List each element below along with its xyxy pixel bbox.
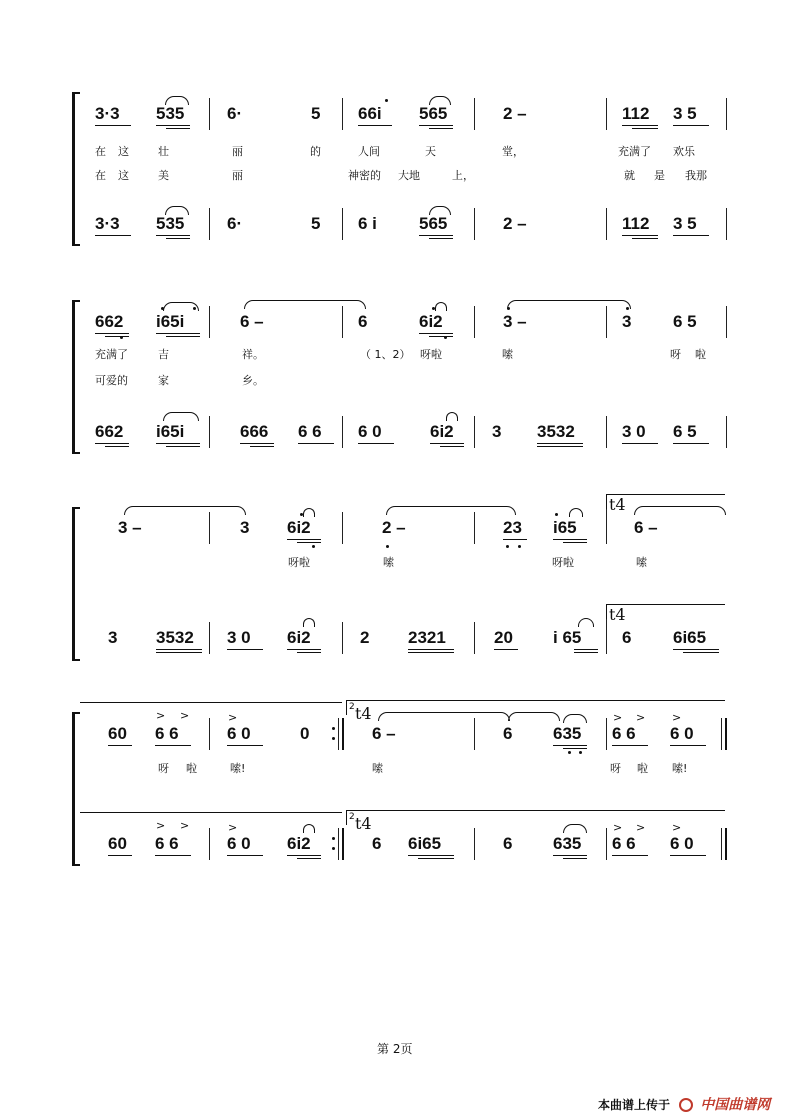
lyric: 的 [310, 145, 321, 158]
note: 66i [358, 104, 382, 123]
note: 535 [156, 214, 185, 233]
accent-mark: > [636, 711, 646, 724]
underline [166, 336, 200, 337]
note: 6 0 [670, 834, 694, 853]
octave-dot [385, 99, 388, 102]
octave-dot [120, 336, 123, 339]
note: 0 [300, 724, 310, 743]
underline [429, 238, 453, 239]
underline [673, 649, 719, 650]
accent-mark: > [613, 821, 623, 834]
note: 6 5 [673, 422, 697, 441]
repeat-dot [332, 737, 335, 740]
underline [622, 443, 658, 444]
note: 6 [503, 724, 513, 743]
underline [537, 443, 583, 444]
upload-credit [598, 1094, 770, 1114]
repeat-dot [332, 727, 335, 730]
repeat-barline [338, 718, 339, 750]
barline [342, 622, 343, 654]
slur [634, 506, 726, 515]
note: i65 [553, 518, 577, 537]
note: 6 [358, 312, 368, 331]
lyric: 可爱的 [95, 374, 128, 387]
barline [474, 306, 475, 338]
volta-bracket [346, 810, 725, 825]
note: 112 [622, 104, 650, 123]
slur [563, 714, 587, 723]
note: 6i65 [673, 628, 707, 647]
lyric: 丽 [232, 169, 243, 182]
note: 6 0 [670, 724, 694, 743]
underline [494, 649, 518, 650]
lyric: 在 [95, 169, 106, 182]
note: 6i2 [287, 628, 311, 647]
barline [606, 416, 607, 448]
barline [209, 306, 210, 338]
underline [108, 855, 132, 856]
accent-mark: > [672, 821, 682, 834]
octave-dot [555, 513, 558, 516]
underline [612, 745, 648, 746]
barline [726, 306, 727, 338]
note: 2 – [503, 214, 527, 233]
lyric: 我那 [685, 169, 707, 182]
barline [606, 98, 607, 130]
lyric: 嗦 [636, 556, 647, 569]
note: 6 – [372, 724, 396, 743]
underline [227, 649, 263, 650]
lyric: 在 [95, 145, 106, 158]
note: 565 [419, 104, 448, 123]
lyric: 啦 [637, 762, 648, 775]
barline [342, 306, 343, 338]
lyric: 啦 [186, 762, 197, 775]
underline [673, 443, 709, 444]
page-number: 第 2页 [377, 1042, 413, 1056]
underline [430, 443, 464, 444]
barline [342, 512, 343, 544]
note: i65i [156, 312, 185, 331]
slur [303, 618, 315, 627]
lyric: 呀啦 [288, 556, 310, 569]
note: 6 0 [227, 834, 251, 853]
lyric: 是 [654, 169, 665, 182]
note: 6 6 [298, 422, 322, 441]
note: 635 [553, 724, 582, 743]
octave-dot [444, 336, 447, 339]
underline [563, 858, 587, 859]
note: 3 [492, 422, 502, 441]
repeat-dot [332, 847, 335, 850]
system-brace [72, 300, 80, 454]
note: 535 [156, 104, 185, 123]
note: 3·3 [95, 214, 120, 233]
underline [95, 235, 131, 236]
underline [227, 745, 263, 746]
accent-mark: > [636, 821, 646, 834]
underline [166, 446, 200, 447]
note: 2 [360, 628, 370, 647]
note: 6i2 [430, 422, 454, 441]
volta-continuation [80, 812, 342, 813]
underline [95, 125, 131, 126]
lyric: 呀 [670, 348, 681, 361]
barline [606, 306, 607, 338]
underline [574, 652, 598, 653]
barline [474, 208, 475, 240]
lyric: 乡。 [242, 374, 264, 387]
underline [298, 443, 334, 444]
note: 6 6 [155, 834, 179, 853]
underline [297, 858, 321, 859]
slur [303, 508, 315, 517]
logo-icon [679, 1098, 693, 1112]
note: 3 5 [673, 104, 697, 123]
underline [156, 125, 190, 126]
final-barline [725, 828, 727, 860]
underline [612, 855, 648, 856]
slur [303, 824, 315, 833]
note: 2 – [503, 104, 527, 123]
note: 6 0 [227, 724, 251, 743]
underline [553, 745, 587, 746]
lyric: 充满了 [618, 145, 651, 158]
note: 112 [622, 214, 650, 233]
note: 662 [95, 422, 124, 441]
barline [606, 828, 607, 860]
volta-label: t4 [355, 704, 372, 723]
underline [419, 333, 453, 334]
repeat-barline [342, 828, 344, 860]
barline [726, 208, 727, 240]
note: 6 [372, 834, 382, 853]
barline [209, 208, 210, 240]
barline [474, 622, 475, 654]
lyric: 呀 [158, 762, 169, 775]
note: i 65 [553, 628, 582, 647]
site-logo: 中国曲谱网 [700, 1097, 771, 1113]
lyric: 壮 [158, 145, 169, 158]
lyric: 祥。 [242, 348, 264, 361]
octave-dot [518, 545, 521, 548]
underline [553, 539, 587, 540]
accent-mark: > [228, 821, 238, 834]
lyric: 吉 [158, 348, 169, 361]
barline [209, 622, 210, 654]
underline [632, 238, 658, 239]
note: 3 – [503, 312, 527, 331]
octave-dot [312, 545, 315, 548]
underline [440, 446, 464, 447]
octave-dot [626, 307, 629, 310]
note: 6 6 [612, 834, 636, 853]
slur [578, 618, 594, 627]
underline [358, 443, 394, 444]
octave-dot [432, 307, 435, 310]
repeat-barline [338, 828, 339, 860]
underline [105, 336, 129, 337]
accent-mark: > [613, 711, 623, 724]
lyric: 充满了 [95, 348, 128, 361]
note: 2321 [408, 628, 446, 647]
accent-mark: > [156, 819, 166, 832]
repeat-barline [342, 718, 344, 750]
slur [165, 96, 189, 105]
system-brace [72, 712, 80, 866]
note: 6· [227, 214, 243, 233]
octave-dot [506, 545, 509, 548]
slur [429, 206, 451, 215]
octave-dot [386, 545, 389, 548]
note: 60 [108, 724, 127, 743]
barline [474, 416, 475, 448]
lyric: 欢乐 [673, 145, 695, 158]
octave-dot [507, 307, 510, 310]
note: 666 [240, 422, 269, 441]
octave-dot [161, 307, 164, 310]
underline [408, 855, 454, 856]
barline [209, 828, 210, 860]
underline [156, 333, 200, 334]
underline [563, 748, 587, 749]
note: 3 0 [227, 628, 251, 647]
barline [474, 828, 475, 860]
note: 3 – [118, 518, 142, 537]
system-brace [72, 507, 80, 661]
lyric: 这 [118, 145, 129, 158]
final-barline [721, 718, 722, 750]
lyric: 这 [118, 169, 129, 182]
accent-mark: > [672, 711, 682, 724]
underline [632, 128, 658, 129]
accent-mark: > [156, 709, 166, 722]
barline [342, 98, 343, 130]
underline [563, 542, 587, 543]
lyric: 嗦! [672, 762, 688, 775]
slur [165, 206, 189, 215]
note: 6 6 [612, 724, 636, 743]
final-barline [721, 828, 722, 860]
underline [358, 125, 392, 126]
octave-dot [300, 513, 303, 516]
lyric: 上， [452, 169, 474, 182]
note: 6i2 [419, 312, 443, 331]
note: 3 [622, 312, 632, 331]
note: 3 [240, 518, 250, 537]
volta-continuation [80, 702, 342, 703]
note: 565 [419, 214, 448, 233]
lyric: 神密的 [348, 169, 381, 182]
note: 5 [311, 214, 321, 233]
barline [209, 512, 210, 544]
barline [342, 208, 343, 240]
underline [156, 235, 190, 236]
underline [503, 539, 527, 540]
octave-dot [579, 751, 582, 754]
underline [622, 125, 658, 126]
underline [105, 446, 129, 447]
slur [386, 506, 516, 515]
note: 3 [108, 628, 118, 647]
underline [670, 855, 706, 856]
system-brace [72, 92, 80, 246]
underline [408, 652, 454, 653]
slur [124, 506, 246, 515]
volta-number: 2 [349, 812, 355, 822]
note: 6 [622, 628, 632, 647]
accent-mark: > [180, 819, 190, 832]
underline [156, 443, 200, 444]
note: 3·3 [95, 104, 120, 123]
underline [166, 128, 190, 129]
lyric: 大地 [398, 169, 420, 182]
slur [507, 300, 631, 309]
note: 6i2 [287, 834, 311, 853]
barline [474, 98, 475, 130]
underline [429, 336, 453, 337]
note: 6 i [358, 214, 377, 233]
underline [287, 649, 321, 650]
barline [606, 718, 607, 750]
underline [673, 125, 709, 126]
accent-mark: > [180, 709, 190, 722]
volta-label: t4 [355, 814, 372, 833]
repeat-dot [332, 837, 335, 840]
slur [563, 824, 587, 833]
underline [673, 235, 709, 236]
note: 6i2 [287, 518, 311, 537]
lyric: 啦 [695, 348, 706, 361]
lyric: 美 [158, 169, 169, 182]
slur [244, 300, 366, 309]
lyric: 天 [425, 145, 436, 158]
note: 6 – [240, 312, 264, 331]
underline [250, 446, 274, 447]
slur [435, 302, 447, 311]
underline [156, 649, 202, 650]
lyric: 丽 [232, 145, 243, 158]
volta-label: t4 [609, 495, 626, 514]
note: 662 [95, 312, 124, 331]
note: i65i [156, 422, 185, 441]
accent-mark: > [228, 711, 238, 724]
slur [508, 712, 560, 721]
volta-number: 2 [349, 702, 355, 712]
note: 3 5 [673, 214, 697, 233]
underline [297, 542, 321, 543]
underline [537, 446, 583, 447]
underline [95, 443, 129, 444]
note: 23 [503, 518, 522, 537]
lyric: 堂， [502, 145, 524, 158]
note: 6· [227, 104, 243, 123]
underline [95, 333, 129, 334]
note: 3 0 [622, 422, 646, 441]
barline [726, 98, 727, 130]
underline [418, 858, 454, 859]
underline [287, 855, 321, 856]
barline [342, 416, 343, 448]
lyric: 家 [158, 374, 169, 387]
octave-dot [193, 307, 196, 310]
underline [156, 652, 202, 653]
barline [474, 718, 475, 750]
barline [606, 208, 607, 240]
slur [569, 508, 583, 517]
underline [166, 238, 190, 239]
underline [683, 652, 719, 653]
lyric: 人间 [358, 145, 380, 158]
lyric: 就 [624, 169, 635, 182]
final-barline [725, 718, 727, 750]
slur [378, 712, 510, 721]
lyric: 嗦 [372, 762, 383, 775]
note: 60 [108, 834, 127, 853]
underline [670, 745, 706, 746]
barline [209, 416, 210, 448]
barline [474, 512, 475, 544]
note: 6 6 [155, 724, 179, 743]
underline [419, 125, 453, 126]
note: 6 5 [673, 312, 697, 331]
note: 3532 [156, 628, 194, 647]
lyric: 嗦! [230, 762, 246, 775]
note: 5 [311, 104, 321, 123]
underline [419, 235, 453, 236]
note: 2 – [382, 518, 406, 537]
underline [227, 855, 263, 856]
barline [726, 416, 727, 448]
lyric: 嗦 [502, 348, 513, 361]
underline [622, 235, 658, 236]
note: 6i65 [408, 834, 442, 853]
lyric: 嗦 [383, 556, 394, 569]
underline [429, 128, 453, 129]
underline [155, 855, 191, 856]
underline [297, 652, 321, 653]
octave-dot [568, 751, 571, 754]
note: 635 [553, 834, 582, 853]
slur [163, 412, 199, 421]
note: 3532 [537, 422, 575, 441]
underline [240, 443, 274, 444]
lyric: 呀啦 [420, 348, 442, 361]
lyric: （ 1、2） [360, 348, 411, 361]
barline [209, 98, 210, 130]
note: 6 – [634, 518, 658, 537]
barline [209, 718, 210, 750]
underline [155, 745, 191, 746]
underline [108, 745, 132, 746]
underline [408, 649, 454, 650]
volta-label: t4 [609, 605, 626, 624]
slur [429, 96, 451, 105]
note: 20 [494, 628, 513, 647]
underline [574, 649, 598, 650]
underline [287, 539, 321, 540]
underline [553, 855, 587, 856]
note: 6 0 [358, 422, 382, 441]
slur [446, 412, 458, 421]
lyric: 呀 [610, 762, 621, 775]
note: 6 [503, 834, 513, 853]
upload-text: 本曲谱上传于 [598, 1098, 671, 1112]
lyric: 呀啦 [552, 556, 574, 569]
